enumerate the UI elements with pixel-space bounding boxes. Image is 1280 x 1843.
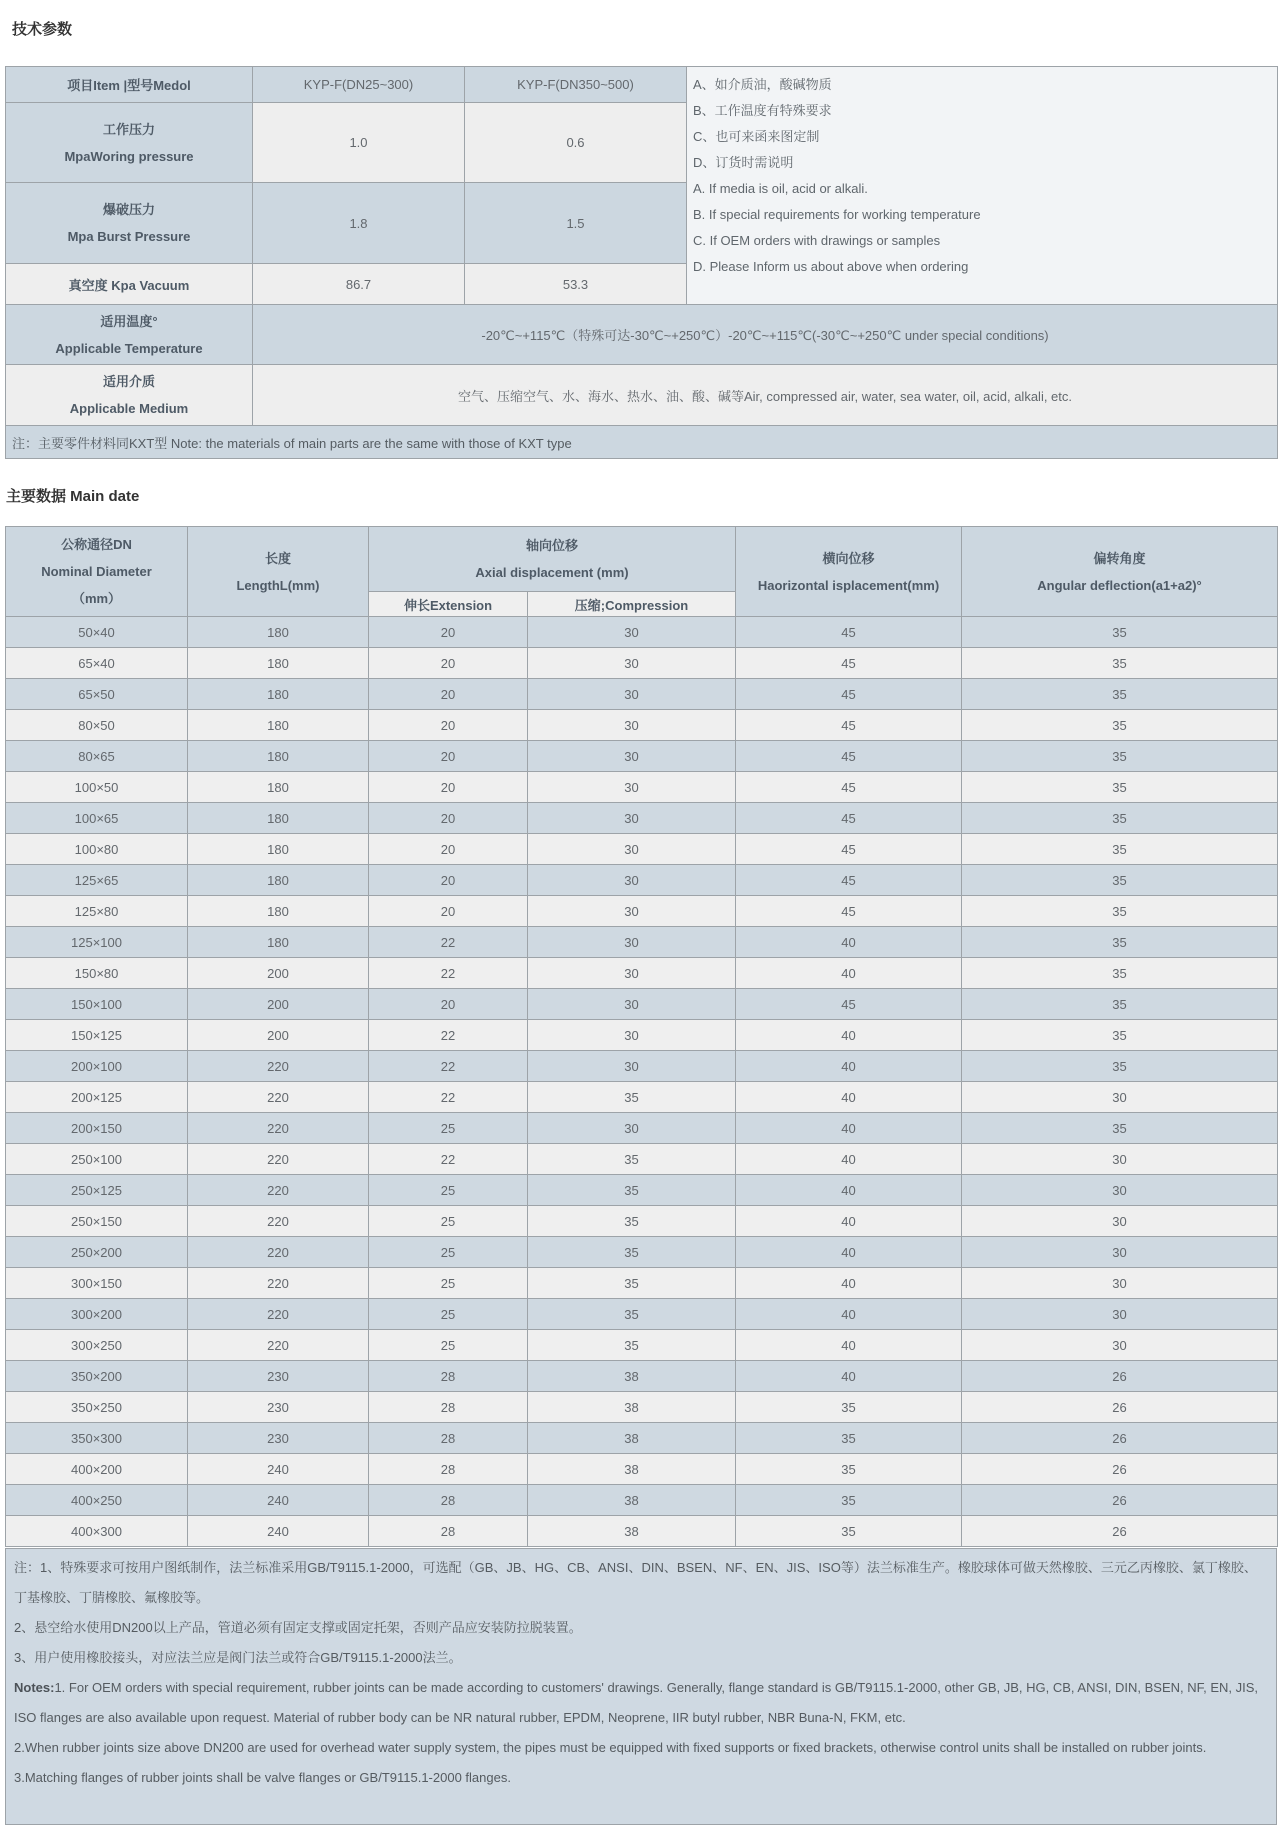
table-cell: 300×250 <box>6 1330 188 1361</box>
axial-displacement-header: 轴向位移 Axial displacement (mm) <box>369 527 736 592</box>
remark-line: C、也可来函来图定制 <box>693 129 820 144</box>
table-row <box>6 1206 1278 1237</box>
table-cell: 200 <box>188 1020 369 1051</box>
table-cell: 45 <box>736 741 962 772</box>
table-cell: 20 <box>369 989 528 1020</box>
table-cell: 35 <box>736 1516 962 1547</box>
medium-label: 适用介质 Applicable Medium <box>6 365 253 426</box>
table-cell: 240 <box>188 1516 369 1547</box>
table-cell: 65×40 <box>6 648 188 679</box>
table-cell: 20 <box>369 648 528 679</box>
table-cell: 30 <box>528 617 736 648</box>
table-cell: 30 <box>528 896 736 927</box>
table-cell: 40 <box>736 1330 962 1361</box>
table-cell: 30 <box>528 865 736 896</box>
table-row <box>6 1237 1278 1268</box>
table-cell: 220 <box>188 1299 369 1330</box>
table-cell: 30 <box>528 772 736 803</box>
table-cell: 45 <box>736 648 962 679</box>
spec-sheet-page <box>0 18 1280 1843</box>
table-cell: 35 <box>962 617 1278 648</box>
notes-prefix: Notes: <box>14 1680 55 1695</box>
table-cell: 250×125 <box>6 1175 188 1206</box>
table-cell: 35 <box>962 1113 1278 1144</box>
table-cell: 125×100 <box>6 927 188 958</box>
table-cell: 35 <box>962 834 1278 865</box>
remark-cell <box>687 67 1278 305</box>
table-cell: 100×65 <box>6 803 188 834</box>
table-cell: 22 <box>369 1082 528 1113</box>
temperature-label: 适用温度° Applicable Temperature <box>6 305 253 365</box>
table-cell: 30 <box>528 803 736 834</box>
table-cell: 180 <box>188 896 369 927</box>
table-cell: 45 <box>736 989 962 1020</box>
table-cell: 30 <box>528 1113 736 1144</box>
remark-line: B、工作温度有特殊要求 <box>693 103 832 118</box>
table-cell: 30 <box>528 1051 736 1082</box>
table-row <box>6 365 1278 426</box>
table-cell: 230 <box>188 1392 369 1423</box>
working-pressure-label: 工作压力 MpaWoring pressure <box>6 103 253 183</box>
table-cell: 28 <box>369 1392 528 1423</box>
table-cell: 35 <box>528 1330 736 1361</box>
table-row <box>6 1051 1278 1082</box>
main-data-table <box>5 526 1278 1547</box>
table-cell: 35 <box>736 1454 962 1485</box>
table-cell: 26 <box>962 1392 1278 1423</box>
table-cell: 180 <box>188 834 369 865</box>
compression-header: 压缩;Compression <box>528 592 736 617</box>
table-cell: 45 <box>736 834 962 865</box>
table-cell: 180 <box>188 803 369 834</box>
table-cell: 250×200 <box>6 1237 188 1268</box>
table-row <box>6 1299 1278 1330</box>
table-cell: 40 <box>736 927 962 958</box>
table-cell: 35 <box>528 1175 736 1206</box>
temperature-value: -20℃~+115℃（特殊可达-30℃~+250℃）-20℃~+115℃(-30℃~+250℃ under special conditions) <box>253 305 1278 365</box>
table-cell: 35 <box>528 1082 736 1113</box>
working-pressure-value-1: 1.0 <box>253 103 465 183</box>
table-row <box>6 1113 1278 1144</box>
table-cell: 40 <box>736 1175 962 1206</box>
medium-value: 空气、压缩空气、水、海水、热水、油、酸、碱等Air, compressed air, water, sea water, oil, acid, alkali, etc. <box>253 365 1278 426</box>
table-cell: 230 <box>188 1423 369 1454</box>
note-line-en-1: Notes:1. For OEM orders with special requirement, rubber joints can be made according to customers' drawings. Generally, flange standard is GB/T9115.1-2000, other GB, JB, HG, CB, ANSI, DIN, BSEN, NF, EN, JIS, ISO flanges are also available upon request. Material of rubber body can be NR natural rubber, EPDM, Neoprene, IIR butyl rubber, NBR Buna-N, FKM, etc. <box>14 1680 1259 1725</box>
table-cell: 22 <box>369 958 528 989</box>
table-cell: 200×100 <box>6 1051 188 1082</box>
table-cell: 40 <box>736 1082 962 1113</box>
table-cell: 45 <box>736 710 962 741</box>
table-cell: 100×50 <box>6 772 188 803</box>
table-cell: 400×300 <box>6 1516 188 1547</box>
table-cell: 26 <box>962 1516 1278 1547</box>
table-cell: 30 <box>528 710 736 741</box>
table-cell: 45 <box>736 896 962 927</box>
table-cell: 40 <box>736 1113 962 1144</box>
table-cell: 150×125 <box>6 1020 188 1051</box>
table-row <box>6 679 1278 710</box>
table-cell: 38 <box>528 1516 736 1547</box>
table-cell: 50×40 <box>6 617 188 648</box>
table-cell: 30 <box>528 834 736 865</box>
burst-pressure-value-1: 1.8 <box>253 183 465 264</box>
table-cell: 35 <box>962 772 1278 803</box>
table-cell: 40 <box>736 1206 962 1237</box>
table-cell: 100×80 <box>6 834 188 865</box>
table-cell: 30 <box>962 1144 1278 1175</box>
section-title-main-data: 主要数据 Main date <box>6 488 140 505</box>
table-cell: 40 <box>736 1361 962 1392</box>
table-cell: 230 <box>188 1361 369 1392</box>
remark-line: B. If special requirements for working temperature <box>693 207 981 222</box>
table-row <box>6 1268 1278 1299</box>
table-row <box>6 710 1278 741</box>
table-cell: 20 <box>369 896 528 927</box>
main-data-body <box>6 617 1278 1547</box>
table-cell: 350×300 <box>6 1423 188 1454</box>
table-cell: 250×100 <box>6 1144 188 1175</box>
vacuum-value-1: 86.7 <box>253 264 465 305</box>
table-cell: 220 <box>188 1051 369 1082</box>
table-cell: 180 <box>188 865 369 896</box>
table-cell: 45 <box>736 865 962 896</box>
table-cell: 40 <box>736 958 962 989</box>
table-cell: 38 <box>528 1392 736 1423</box>
table-cell: 200 <box>188 989 369 1020</box>
header-row <box>6 527 1278 592</box>
table-row <box>6 648 1278 679</box>
table-row <box>6 865 1278 896</box>
table-cell: 35 <box>962 989 1278 1020</box>
table-cell: 25 <box>369 1175 528 1206</box>
table-cell: 240 <box>188 1454 369 1485</box>
table-cell: 40 <box>736 1268 962 1299</box>
table-cell: 20 <box>369 679 528 710</box>
table-cell: 35 <box>528 1144 736 1175</box>
table-cell: 20 <box>369 834 528 865</box>
table-row <box>6 834 1278 865</box>
table-row <box>6 1144 1278 1175</box>
bottom-notes <box>5 1548 1277 1825</box>
table-cell: 35 <box>962 648 1278 679</box>
table-cell: 400×200 <box>6 1454 188 1485</box>
table-cell: 40 <box>736 1144 962 1175</box>
table-cell: 25 <box>369 1206 528 1237</box>
table-cell: 35 <box>962 710 1278 741</box>
table-cell: 80×50 <box>6 710 188 741</box>
remark-line: C. If OEM orders with drawings or samples <box>693 233 941 248</box>
table-cell: 30 <box>528 927 736 958</box>
table-cell: 30 <box>528 989 736 1020</box>
table-cell: 35 <box>736 1392 962 1423</box>
table-cell: 40 <box>736 1237 962 1268</box>
table-cell: 35 <box>962 927 1278 958</box>
table-cell: 20 <box>369 617 528 648</box>
table-cell: 28 <box>369 1454 528 1485</box>
horizontal-displacement-header: 横向位移 Haorizontal isplacement(mm) <box>736 527 962 617</box>
table-cell: 30 <box>962 1206 1278 1237</box>
table-cell: 65×50 <box>6 679 188 710</box>
table-cell: 35 <box>962 1020 1278 1051</box>
table-cell: 240 <box>188 1485 369 1516</box>
table-cell: 300×150 <box>6 1268 188 1299</box>
table-row <box>6 1082 1278 1113</box>
table-cell: 35 <box>528 1237 736 1268</box>
table-cell: 220 <box>188 1175 369 1206</box>
table-row <box>6 958 1278 989</box>
table-cell: 45 <box>736 679 962 710</box>
remark-line: A. If media is oil, acid or alkali. <box>693 181 868 196</box>
table-cell: 180 <box>188 741 369 772</box>
table-cell: 38 <box>528 1485 736 1516</box>
table-cell: 22 <box>369 927 528 958</box>
angular-deflection-header: 偏转角度 Angular deflection(a1+a2)° <box>962 527 1278 617</box>
table-row <box>6 1392 1278 1423</box>
table-cell: 220 <box>188 1268 369 1299</box>
remark-line: D. Please Inform us about above when ordering <box>693 259 969 274</box>
table-cell: 30 <box>962 1299 1278 1330</box>
remark-line: D、订货时需说明 <box>693 155 794 170</box>
table-cell: 400×250 <box>6 1485 188 1516</box>
table-cell: 38 <box>528 1361 736 1392</box>
length-header: 长度 LengthL(mm) <box>188 527 369 617</box>
burst-pressure-label: 爆破压力 Mpa Burst Pressure <box>6 183 253 264</box>
table-row <box>6 1454 1278 1485</box>
table-cell: 35 <box>528 1299 736 1330</box>
table-cell: 220 <box>188 1330 369 1361</box>
table-cell: 350×250 <box>6 1392 188 1423</box>
table-cell: 150×80 <box>6 958 188 989</box>
table-cell: 35 <box>528 1268 736 1299</box>
table-cell: 80×65 <box>6 741 188 772</box>
table-cell: 28 <box>369 1423 528 1454</box>
table-cell: 40 <box>736 1051 962 1082</box>
table-cell: 25 <box>369 1268 528 1299</box>
table-cell: 30 <box>528 679 736 710</box>
vacuum-label: 真空度 Kpa Vacuum <box>6 264 253 305</box>
table-cell: 22 <box>369 1020 528 1051</box>
table-cell: 220 <box>188 1113 369 1144</box>
table-cell: 30 <box>528 741 736 772</box>
table-cell: 20 <box>369 772 528 803</box>
table-cell: 200 <box>188 958 369 989</box>
table-row <box>6 896 1278 927</box>
table-cell: 20 <box>369 741 528 772</box>
table-cell: 220 <box>188 1144 369 1175</box>
table-cell: 25 <box>369 1299 528 1330</box>
table-row <box>6 426 1278 459</box>
table-row <box>6 772 1278 803</box>
table-cell: 25 <box>369 1330 528 1361</box>
table-row <box>6 1361 1278 1392</box>
table-row <box>6 617 1278 648</box>
table-cell: 22 <box>369 1051 528 1082</box>
table-row <box>6 927 1278 958</box>
table-cell: 28 <box>369 1516 528 1547</box>
materials-footnote: 注：主要零件材料同KXT型 Note: the materials of main parts are the same with those of KXT type <box>6 426 1278 459</box>
note-line: 2.When rubber joints size above DN200 are used for overhead water supply system, the pipes must be equipped with fixed supports or fixed brackets, otherwise control units shall be installed on rubber joints. <box>14 1740 1207 1755</box>
table-cell: 180 <box>188 927 369 958</box>
table-cell: 35 <box>528 1206 736 1237</box>
table-cell: 38 <box>528 1454 736 1485</box>
table-cell: 28 <box>369 1485 528 1516</box>
table-row <box>6 1020 1278 1051</box>
table-cell: 30 <box>962 1082 1278 1113</box>
table-row <box>6 1423 1278 1454</box>
extension-header: 伸长Extension <box>369 592 528 617</box>
table-row <box>6 1485 1278 1516</box>
table-cell: 180 <box>188 617 369 648</box>
table-cell: 26 <box>962 1454 1278 1485</box>
table-cell: 40 <box>736 1299 962 1330</box>
table-cell: 150×100 <box>6 989 188 1020</box>
table-row <box>6 1175 1278 1206</box>
table-cell: 300×200 <box>6 1299 188 1330</box>
table-cell: 20 <box>369 710 528 741</box>
table-cell: 35 <box>736 1423 962 1454</box>
table-cell: 30 <box>962 1330 1278 1361</box>
vacuum-value-2: 53.3 <box>465 264 687 305</box>
table-cell: 35 <box>962 741 1278 772</box>
table-cell: 220 <box>188 1237 369 1268</box>
working-pressure-value-2: 0.6 <box>465 103 687 183</box>
note-line: 2、悬空给水使用DN200以上产品，管道必须有固定支撑或固定托架，否则产品应安装防拉脱装置。 <box>14 1620 582 1635</box>
item-model-header: 项目Item |型号Medol <box>6 67 253 103</box>
table-cell: 35 <box>962 679 1278 710</box>
burst-pressure-value-2: 1.5 <box>465 183 687 264</box>
table-cell: 220 <box>188 1082 369 1113</box>
page-title: 技术参数 <box>12 21 73 38</box>
note-line: 3.Matching flanges of rubber joints shall be valve flanges or GB/T9115.1-2000 flanges. <box>14 1770 511 1785</box>
table-cell: 180 <box>188 648 369 679</box>
table-cell: 200×125 <box>6 1082 188 1113</box>
table-cell: 38 <box>528 1423 736 1454</box>
table-row <box>6 741 1278 772</box>
table-cell: 125×65 <box>6 865 188 896</box>
table-cell: 35 <box>962 958 1278 989</box>
note-line: 3、用户使用橡胶接头，对应法兰应是阀门法兰或符合GB/T9115.1-2000法兰。 <box>14 1650 462 1665</box>
table-cell: 30 <box>528 648 736 679</box>
table-row <box>6 803 1278 834</box>
table-cell: 26 <box>962 1423 1278 1454</box>
model-2-header: KYP-F(DN350~500) <box>465 67 687 103</box>
table-row <box>6 1330 1278 1361</box>
table-cell: 30 <box>962 1175 1278 1206</box>
table-cell: 35 <box>962 865 1278 896</box>
table-row <box>6 305 1278 365</box>
table-cell: 28 <box>369 1361 528 1392</box>
table-cell: 40 <box>736 1020 962 1051</box>
table-cell: 220 <box>188 1206 369 1237</box>
table-cell: 180 <box>188 710 369 741</box>
table-cell: 35 <box>736 1485 962 1516</box>
table-cell: 35 <box>962 803 1278 834</box>
table-cell: 30 <box>962 1237 1278 1268</box>
table-cell: 200×150 <box>6 1113 188 1144</box>
table-cell: 45 <box>736 803 962 834</box>
table-cell: 45 <box>736 772 962 803</box>
table-row <box>6 67 1278 103</box>
table-cell: 30 <box>528 1020 736 1051</box>
nominal-diameter-header: 公称通径DN Nominal Diameter （mm） <box>6 527 188 617</box>
table-cell: 125×80 <box>6 896 188 927</box>
table-cell: 30 <box>528 958 736 989</box>
table-cell: 20 <box>369 803 528 834</box>
table-cell: 25 <box>369 1113 528 1144</box>
table-cell: 25 <box>369 1237 528 1268</box>
table-row <box>6 989 1278 1020</box>
note-line: 注：1、特殊要求可按用户图纸制作，法兰标准采用GB/T9115.1-2000，可选配（GB、JB、HG、CB、ANSI、DIN、BSEN、NF、EN、JIS、ISO等）法兰标准生产。橡胶球体可做天然橡胶、三元乙丙橡胶、氯丁橡胶、丁基橡胶、丁腈橡胶、氟橡胶等。 <box>14 1560 1257 1605</box>
table-cell: 35 <box>962 896 1278 927</box>
table-cell: 180 <box>188 772 369 803</box>
table-cell: 20 <box>369 865 528 896</box>
table-cell: 180 <box>188 679 369 710</box>
model-1-header: KYP-F(DN25~300) <box>253 67 465 103</box>
remark-line: A、如介质油，酸碱物质 <box>693 77 832 92</box>
table-cell: 350×200 <box>6 1361 188 1392</box>
table-row <box>6 1516 1278 1547</box>
table-cell: 30 <box>962 1268 1278 1299</box>
tech-params-table <box>5 66 1278 459</box>
table-cell: 22 <box>369 1144 528 1175</box>
table-cell: 45 <box>736 617 962 648</box>
table-cell: 250×150 <box>6 1206 188 1237</box>
table-cell: 26 <box>962 1485 1278 1516</box>
table-cell: 26 <box>962 1361 1278 1392</box>
table-cell: 35 <box>962 1051 1278 1082</box>
